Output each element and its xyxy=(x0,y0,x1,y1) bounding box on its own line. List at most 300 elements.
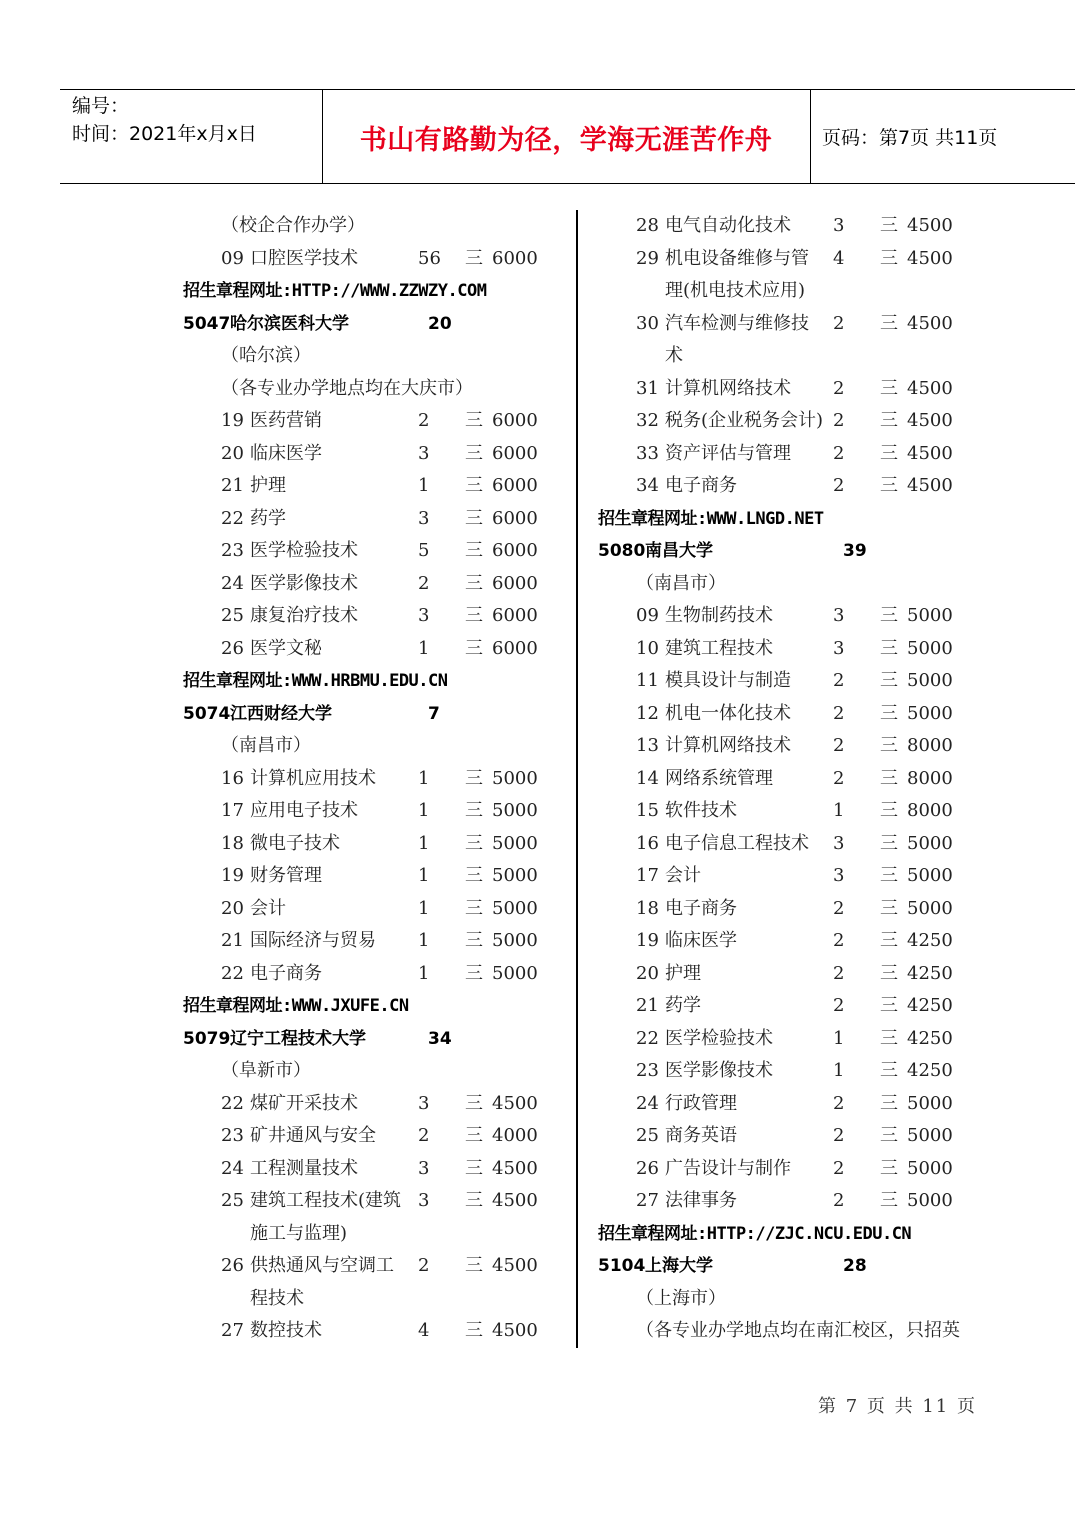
major-row xyxy=(598,665,998,698)
major-row xyxy=(183,633,563,666)
major-row xyxy=(598,958,998,991)
major-count: 3 xyxy=(833,637,845,659)
page-header xyxy=(60,89,1075,184)
major-count: 2 xyxy=(833,735,845,756)
major-row xyxy=(183,1315,563,1348)
location-note xyxy=(598,1283,998,1316)
major-code: 24 xyxy=(221,1157,244,1179)
major-fee: 6000 xyxy=(492,442,538,464)
major-fee: 4500 xyxy=(907,215,953,236)
major-row xyxy=(183,828,563,861)
major-code: 25 xyxy=(221,605,244,626)
major-name: 康复治疗技术 xyxy=(250,605,358,626)
major-count: 3 xyxy=(418,507,430,529)
major-name-continuation xyxy=(183,1218,563,1251)
major-row xyxy=(183,503,563,536)
major-code: 23 xyxy=(636,1060,659,1081)
major-code: 21 xyxy=(221,475,244,496)
school-total: 39 xyxy=(843,541,867,561)
major-code: 24 xyxy=(636,1092,659,1114)
major-years: 三 xyxy=(880,1060,898,1081)
charter-url-text: 招生章程网址:HTTP://WWW.ZZWZY.COM xyxy=(183,281,487,301)
major-name-continuation xyxy=(598,340,998,373)
major-name: 国际经济与贸易 xyxy=(250,930,376,951)
major-count: 2 xyxy=(833,962,845,984)
location-note xyxy=(183,373,563,406)
major-code: 20 xyxy=(221,442,244,464)
major-name: 医学检验技术 xyxy=(250,540,358,561)
major-name-continuation xyxy=(183,1283,563,1316)
major-name: 护理 xyxy=(250,475,286,496)
major-years: 三 xyxy=(880,1125,898,1146)
major-code: 09 xyxy=(221,247,244,269)
major-count: 2 xyxy=(833,312,845,334)
location-note xyxy=(183,730,563,763)
major-count: 4 xyxy=(833,247,845,269)
major-fee: 6000 xyxy=(492,410,538,431)
major-fee: 5000 xyxy=(907,897,953,919)
major-name: 医药营销 xyxy=(250,410,322,431)
major-count: 2 xyxy=(833,670,845,691)
major-fee: 4500 xyxy=(907,312,953,334)
major-code: 31 xyxy=(636,377,659,399)
major-fee: 5000 xyxy=(907,832,953,854)
major-count: 1 xyxy=(418,832,430,854)
major-count: 1 xyxy=(418,637,430,659)
page-footer: 第 7 页 共 11 页 xyxy=(818,1396,977,1417)
major-row xyxy=(598,405,998,438)
major-years: 三 xyxy=(880,670,898,691)
major-code: 21 xyxy=(636,995,659,1016)
major-row xyxy=(598,730,998,763)
major-name: 会计 xyxy=(250,897,286,919)
major-row xyxy=(598,828,998,861)
major-fee: 8000 xyxy=(907,800,953,821)
school-total: 34 xyxy=(428,1028,452,1049)
major-years: 三 xyxy=(465,930,483,951)
major-fee: 5000 xyxy=(907,637,953,659)
major-row xyxy=(598,1055,998,1088)
major-row xyxy=(183,1120,563,1153)
major-row xyxy=(183,1185,563,1218)
major-years: 三 xyxy=(465,410,483,431)
major-code: 20 xyxy=(221,897,244,919)
charter-url xyxy=(598,1218,998,1251)
major-count: 2 xyxy=(833,930,845,951)
major-row xyxy=(598,210,998,243)
major-fee: 5000 xyxy=(492,767,538,789)
major-row xyxy=(598,308,998,341)
school-total: 28 xyxy=(843,1256,867,1276)
school-heading xyxy=(598,535,998,568)
major-years: 三 xyxy=(880,637,898,659)
charter-url-text: 招生章程网址:WWW.LNGD.NET xyxy=(598,508,824,529)
time-label: 时间：2021年x月x日 xyxy=(72,123,257,145)
major-name: 煤矿开采技术 xyxy=(250,1092,358,1114)
major-name: 建筑工程技术(建筑 xyxy=(250,1190,402,1211)
major-years: 三 xyxy=(465,1125,483,1146)
major-code: 16 xyxy=(636,832,659,854)
left-column xyxy=(183,210,563,1348)
major-count: 2 xyxy=(418,572,430,594)
major-count: 1 xyxy=(418,865,430,886)
major-name: 计算机网络技术 xyxy=(665,735,791,756)
major-fee: 6000 xyxy=(492,247,538,269)
charter-url-text: 招生章程网址:WWW.JXUFE.CN xyxy=(183,996,409,1016)
location-note xyxy=(598,1315,998,1348)
major-row xyxy=(598,860,998,893)
major-row xyxy=(598,373,998,406)
major-row xyxy=(598,925,998,958)
major-count: 2 xyxy=(833,767,845,789)
major-code: 18 xyxy=(221,832,244,854)
major-name: 广告设计与制作 xyxy=(665,1157,791,1179)
major-name: 模具设计与制造 xyxy=(665,670,791,691)
location-note xyxy=(598,568,998,601)
major-count: 3 xyxy=(833,865,845,886)
major-years: 三 xyxy=(880,702,898,724)
major-years: 三 xyxy=(880,962,898,984)
school-code: 5074 xyxy=(183,703,231,724)
school-code: 5047 xyxy=(183,313,231,334)
major-years: 三 xyxy=(880,897,898,919)
major-name: 建筑工程技术 xyxy=(665,637,773,659)
major-years: 三 xyxy=(880,995,898,1016)
major-count: 2 xyxy=(833,1190,845,1211)
major-years: 三 xyxy=(880,377,898,399)
major-name: 软件技术 xyxy=(665,800,737,821)
charter-url xyxy=(183,665,563,698)
major-fee: 5000 xyxy=(492,832,538,854)
major-code: 19 xyxy=(221,410,244,431)
school-code: 5080 xyxy=(598,541,646,561)
major-code: 28 xyxy=(636,215,659,236)
major-name: 电子信息工程技术 xyxy=(665,832,809,854)
major-code: 29 xyxy=(636,247,659,269)
major-fee: 4250 xyxy=(907,1060,953,1081)
major-code: 17 xyxy=(221,800,244,821)
major-row xyxy=(598,893,998,926)
major-row xyxy=(598,1120,998,1153)
major-years: 三 xyxy=(880,1027,898,1049)
major-name-continuation xyxy=(598,275,998,308)
major-fee: 5000 xyxy=(907,865,953,886)
major-name: 网络系统管理 xyxy=(665,767,773,789)
major-years: 三 xyxy=(465,1255,483,1276)
major-row xyxy=(183,860,563,893)
major-years: 三 xyxy=(465,800,483,821)
major-years: 三 xyxy=(465,1092,483,1114)
major-name: 微电子技术 xyxy=(250,832,340,854)
major-code: 20 xyxy=(636,962,659,984)
note-text: （校企合作办学） xyxy=(221,215,365,236)
major-row xyxy=(183,438,563,471)
major-row xyxy=(598,633,998,666)
major-count: 1 xyxy=(833,1027,845,1049)
major-years: 三 xyxy=(465,865,483,886)
column-divider xyxy=(576,210,578,1348)
location-note xyxy=(183,340,563,373)
major-count: 3 xyxy=(833,605,845,626)
header-divider xyxy=(810,90,811,183)
major-fee: 6000 xyxy=(492,572,538,594)
major-count: 2 xyxy=(833,1092,845,1114)
major-years: 三 xyxy=(465,767,483,789)
major-count: 2 xyxy=(833,702,845,724)
major-name: 电子商务 xyxy=(665,475,737,496)
major-years: 三 xyxy=(880,735,898,756)
major-years: 三 xyxy=(465,475,483,496)
major-count: 1 xyxy=(418,897,430,919)
major-name: 矿井通风与安全 xyxy=(250,1125,376,1146)
major-years: 三 xyxy=(880,1157,898,1179)
major-row xyxy=(598,795,998,828)
location-note xyxy=(183,1055,563,1088)
major-count: 2 xyxy=(418,1255,430,1276)
major-fee: 4500 xyxy=(492,1190,538,1211)
major-years: 三 xyxy=(880,215,898,236)
major-row xyxy=(183,925,563,958)
major-count: 2 xyxy=(833,442,845,464)
major-fee: 5000 xyxy=(907,1157,953,1179)
school-name: 江西财经大学 xyxy=(230,703,332,724)
major-fee: 8000 xyxy=(907,735,953,756)
major-count: 1 xyxy=(418,962,430,984)
major-fee: 4250 xyxy=(907,962,953,984)
major-count: 2 xyxy=(833,897,845,919)
major-name: 医学检验技术 xyxy=(665,1027,773,1049)
school-total: 20 xyxy=(428,313,452,334)
major-code: 32 xyxy=(636,410,659,431)
major-years: 三 xyxy=(465,832,483,854)
major-count: 2 xyxy=(418,1125,430,1146)
major-years: 三 xyxy=(465,962,483,984)
major-years: 三 xyxy=(465,605,483,626)
major-fee: 5000 xyxy=(492,897,538,919)
major-fee: 4250 xyxy=(907,930,953,951)
major-fee: 5000 xyxy=(907,605,953,626)
major-code: 15 xyxy=(636,800,659,821)
location-note xyxy=(183,210,563,243)
major-name: 口腔医学技术 xyxy=(250,247,358,269)
major-name: 行政管理 xyxy=(665,1092,737,1114)
major-code: 22 xyxy=(221,1092,244,1114)
major-row xyxy=(183,763,563,796)
major-count: 1 xyxy=(418,800,430,821)
major-name: 工程测量技术 xyxy=(250,1157,358,1179)
major-row xyxy=(183,795,563,828)
major-count: 4 xyxy=(418,1320,430,1341)
major-years: 三 xyxy=(880,930,898,951)
major-name: 汽车检测与维修技 xyxy=(665,312,809,334)
major-code: 34 xyxy=(636,475,659,496)
note-text: （上海市） xyxy=(636,1287,726,1309)
major-years: 三 xyxy=(465,1157,483,1179)
major-years: 三 xyxy=(880,832,898,854)
major-count: 1 xyxy=(418,475,430,496)
major-count: 1 xyxy=(418,930,430,951)
major-years: 三 xyxy=(465,540,483,561)
major-fee: 4500 xyxy=(492,1157,538,1179)
major-fee: 6000 xyxy=(492,605,538,626)
major-name: 法律事务 xyxy=(665,1190,737,1211)
major-years: 三 xyxy=(465,1320,483,1341)
major-name: 数控技术 xyxy=(250,1320,322,1341)
major-count: 1 xyxy=(418,767,430,789)
major-code: 24 xyxy=(221,572,244,594)
school-code: 5079 xyxy=(183,1028,231,1049)
school-heading xyxy=(183,698,563,731)
header-page-label: 页码：第7页 共11页 xyxy=(822,127,998,149)
major-row xyxy=(183,568,563,601)
major-fee: 4500 xyxy=(907,442,953,464)
major-count: 1 xyxy=(833,1060,845,1081)
major-code: 25 xyxy=(221,1190,244,1211)
school-name: 上海大学 xyxy=(645,1256,713,1276)
school-heading xyxy=(598,1250,998,1283)
major-row xyxy=(183,405,563,438)
charter-url-text: 招生章程网址:HTTP://ZJC.NCU.EDU.CN xyxy=(598,1223,912,1244)
note-text: （哈尔滨） xyxy=(221,345,311,366)
major-name: 药学 xyxy=(665,995,701,1016)
major-code: 27 xyxy=(221,1320,244,1341)
major-row xyxy=(183,470,563,503)
major-code: 23 xyxy=(221,1125,244,1146)
major-years: 三 xyxy=(465,572,483,594)
major-name-cont: 术 xyxy=(665,345,683,366)
major-count: 3 xyxy=(833,832,845,854)
major-fee: 5000 xyxy=(907,670,953,691)
major-code: 12 xyxy=(636,702,659,724)
major-row xyxy=(183,1153,563,1186)
major-code: 14 xyxy=(636,767,659,789)
major-count: 3 xyxy=(418,1190,430,1211)
major-name: 会计 xyxy=(665,865,701,886)
major-fee: 8000 xyxy=(907,767,953,789)
major-count: 2 xyxy=(833,377,845,399)
note-text: （南昌市） xyxy=(221,735,311,756)
major-row xyxy=(598,243,998,276)
major-code: 27 xyxy=(636,1190,659,1211)
major-fee: 4500 xyxy=(907,410,953,431)
major-name: 供热通风与空调工 xyxy=(250,1255,394,1276)
major-code: 18 xyxy=(636,897,659,919)
major-row xyxy=(598,1185,998,1218)
major-count: 2 xyxy=(833,995,845,1016)
major-years: 三 xyxy=(880,1190,898,1211)
school-total: 7 xyxy=(428,703,440,724)
major-name-cont: 程技术 xyxy=(250,1287,304,1309)
major-fee: 4500 xyxy=(492,1092,538,1114)
major-name: 医学影像技术 xyxy=(665,1060,773,1081)
major-years: 三 xyxy=(880,410,898,431)
major-count: 3 xyxy=(418,605,430,626)
major-years: 三 xyxy=(465,442,483,464)
major-row xyxy=(598,600,998,633)
major-name: 电气自动化技术 xyxy=(665,215,791,236)
major-count: 2 xyxy=(833,1157,845,1179)
major-count: 3 xyxy=(833,215,845,236)
major-row xyxy=(598,1088,998,1121)
major-code: 19 xyxy=(221,865,244,886)
major-code: 11 xyxy=(636,670,659,691)
major-row xyxy=(183,535,563,568)
major-years: 三 xyxy=(880,767,898,789)
major-count: 1 xyxy=(833,800,845,821)
note-text: （各专业办学地点均在南汇校区，只招英 xyxy=(636,1320,960,1341)
major-fee: 5000 xyxy=(492,865,538,886)
major-code: 26 xyxy=(221,1255,244,1276)
major-fee: 4250 xyxy=(907,1027,953,1049)
major-row xyxy=(183,958,563,991)
major-code: 25 xyxy=(636,1125,659,1146)
major-name: 商务英语 xyxy=(665,1125,737,1146)
major-years: 三 xyxy=(880,247,898,269)
school-name: 南昌大学 xyxy=(645,541,713,561)
major-name: 税务(企业税务会计) xyxy=(665,410,824,431)
major-fee: 4500 xyxy=(907,475,953,496)
note-text: （南昌市） xyxy=(636,572,726,594)
header-motto: 书山有路勤为径，学海无涯苦作舟 xyxy=(359,125,773,156)
major-years: 三 xyxy=(880,442,898,464)
major-fee: 4500 xyxy=(907,247,953,269)
major-name: 资产评估与管理 xyxy=(665,442,791,464)
right-column xyxy=(598,210,998,1348)
charter-url-text: 招生章程网址:WWW.HRBMU.EDU.CN xyxy=(183,671,448,691)
major-code: 16 xyxy=(221,767,244,789)
major-row xyxy=(598,990,998,1023)
major-fee: 4500 xyxy=(492,1320,538,1341)
major-row xyxy=(183,600,563,633)
major-fee: 6000 xyxy=(492,507,538,529)
major-row xyxy=(598,763,998,796)
major-fee: 5000 xyxy=(492,962,538,984)
major-years: 三 xyxy=(465,507,483,529)
major-years: 三 xyxy=(880,475,898,496)
major-name-cont: 理(机电技术应用) xyxy=(665,280,806,301)
major-name: 计算机网络技术 xyxy=(665,377,791,399)
school-name: 哈尔滨医科大学 xyxy=(230,313,349,334)
major-fee: 6000 xyxy=(492,475,538,496)
major-fee: 5000 xyxy=(907,702,953,724)
major-name: 临床医学 xyxy=(250,442,322,464)
major-fee: 4500 xyxy=(907,377,953,399)
major-row xyxy=(183,893,563,926)
major-row xyxy=(598,1023,998,1056)
major-row xyxy=(598,1153,998,1186)
major-name: 电子商务 xyxy=(250,962,322,984)
number-label: 编号： xyxy=(72,95,130,117)
major-years: 三 xyxy=(880,1092,898,1114)
major-fee: 5000 xyxy=(907,1092,953,1114)
major-code: 13 xyxy=(636,735,659,756)
school-code: 5104 xyxy=(598,1256,646,1276)
charter-url xyxy=(183,990,563,1023)
major-years: 三 xyxy=(880,865,898,886)
major-code: 26 xyxy=(636,1157,659,1179)
major-name: 医学影像技术 xyxy=(250,572,358,594)
major-name: 电子商务 xyxy=(665,897,737,919)
major-row xyxy=(598,470,998,503)
major-name: 计算机应用技术 xyxy=(250,767,376,789)
major-count: 5 xyxy=(418,540,430,561)
major-fee: 4000 xyxy=(492,1125,538,1146)
major-row xyxy=(183,1250,563,1283)
major-code: 10 xyxy=(636,637,659,659)
note-text: （各专业办学地点均在大庆市） xyxy=(221,377,473,399)
major-code: 30 xyxy=(636,312,659,334)
major-code: 09 xyxy=(636,605,659,626)
